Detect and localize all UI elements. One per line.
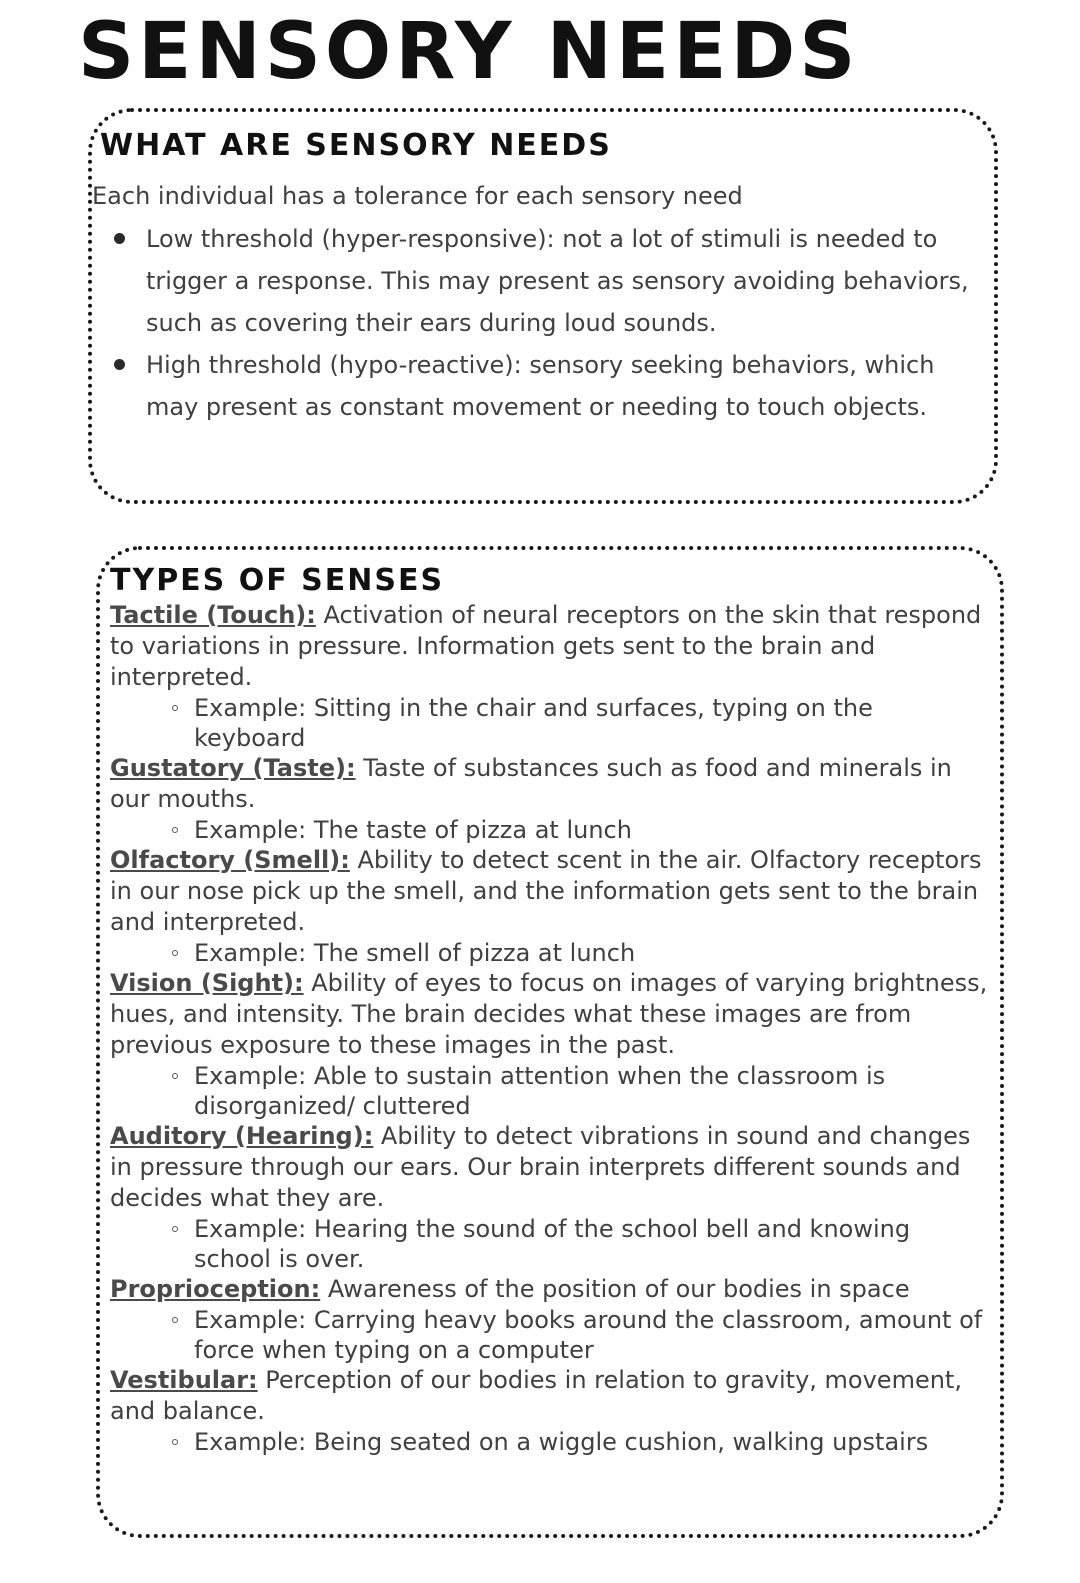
bullet-icon [114, 233, 125, 244]
sense-description: Perception of our bodies in relation to gravity, movement, and balance. [110, 1366, 962, 1425]
hollow-bullet-icon [172, 705, 178, 711]
sense-example [110, 1305, 990, 1365]
hollow-bullet-icon [172, 1439, 178, 1445]
sense-description: Activation of neural receptors on the skin that respond to variations in pressure. Information gets sent to the brain and interpreted. [110, 601, 982, 691]
example-text: Example: Able to sustain attention when the classroom is disorganized/ cluttered [194, 1062, 886, 1120]
sense-example [110, 693, 990, 753]
bullet-icon [114, 359, 125, 370]
sense-name: Olfactory (Smell): [110, 846, 350, 874]
sense-definition [110, 753, 990, 815]
bullet-text: Low threshold (hyper-responsive): not a lot of stimuli is needed to trigger a response. This may present as sensory avoiding behaviors, such as covering their ears during loud sounds. [146, 225, 969, 337]
sense-example [110, 1214, 990, 1274]
sense-description: Ability of eyes to focus on images of varying brightness, hues, and intensity. The brain decides what these images are from previous exposure to these images in the past. [110, 969, 988, 1059]
sense-name: Proprioception: [110, 1275, 321, 1303]
hollow-bullet-icon [172, 1226, 178, 1232]
example-text: Example: Hearing the sound of the school bell and knowing school is over. [194, 1215, 911, 1273]
sense-description: Taste of substances such as food and minerals in our mouths. [110, 754, 952, 813]
senses-list [110, 600, 990, 1457]
sense-description: Ability to detect vibrations in sound and changes in pressure through our ears. Our brain interprets different sounds and decides what they are. [110, 1122, 971, 1212]
sense-definition [110, 1274, 990, 1305]
sense-proprioception [110, 1274, 990, 1365]
sense-example [110, 938, 990, 968]
example-text: Example: Sitting in the chair and surfaces, typing on the keyboard [194, 694, 873, 752]
sense-vision [110, 968, 990, 1121]
sense-tactile [110, 600, 990, 753]
hollow-bullet-icon [172, 950, 178, 956]
hollow-bullet-icon [172, 827, 178, 833]
hollow-bullet-icon [172, 1073, 178, 1079]
sense-vestibular [110, 1365, 990, 1457]
example-text: Example: The taste of pizza at lunch [194, 816, 632, 844]
sense-definition [110, 845, 990, 938]
hollow-bullet-icon [172, 1317, 178, 1323]
sense-definition [110, 1365, 990, 1427]
bullet-text: High threshold (hypo-reactive): sensory seeking behaviors, which may present as constant movement or needing to touch objects. [146, 351, 935, 421]
sense-name: Vision (Sight): [110, 969, 304, 997]
example-text: Example: Carrying heavy books around the classroom, amount of force when typing on a computer [194, 1306, 983, 1364]
sense-definition [110, 600, 990, 693]
sense-olfactory [110, 845, 990, 968]
sense-definition [110, 968, 990, 1061]
list-item-low-threshold [110, 218, 990, 344]
sense-name: Tactile (Touch): [110, 601, 316, 629]
intro-text: Each individual has a tolerance for each sensory need [92, 182, 743, 210]
sense-example [110, 815, 990, 845]
sense-name: Vestibular: [110, 1366, 258, 1394]
sense-description: Awareness of the position of our bodies in space [320, 1275, 910, 1303]
example-text: Example: The smell of pizza at lunch [194, 939, 636, 967]
sense-name: Gustatory (Taste): [110, 754, 356, 782]
types-section-heading: TYPES OF SENSES [110, 563, 445, 598]
sense-description: Ability to detect scent in the air. Olfactory receptors in our nose pick up the smell, and the information gets sent to the brain and interpreted. [110, 846, 982, 936]
threshold-list [110, 218, 990, 428]
what-section-heading: WHAT ARE SENSORY NEEDS [100, 128, 612, 163]
example-text: Example: Being seated on a wiggle cushion, walking upstairs [194, 1428, 929, 1456]
page-title: SENSORY NEEDS [78, 7, 860, 97]
sense-example [110, 1427, 990, 1457]
sense-name: Auditory (Hearing): [110, 1122, 374, 1150]
sense-definition [110, 1121, 990, 1214]
list-item-high-threshold [110, 344, 990, 428]
sense-example [110, 1061, 990, 1121]
sense-gustatory [110, 753, 990, 845]
sense-auditory [110, 1121, 990, 1274]
